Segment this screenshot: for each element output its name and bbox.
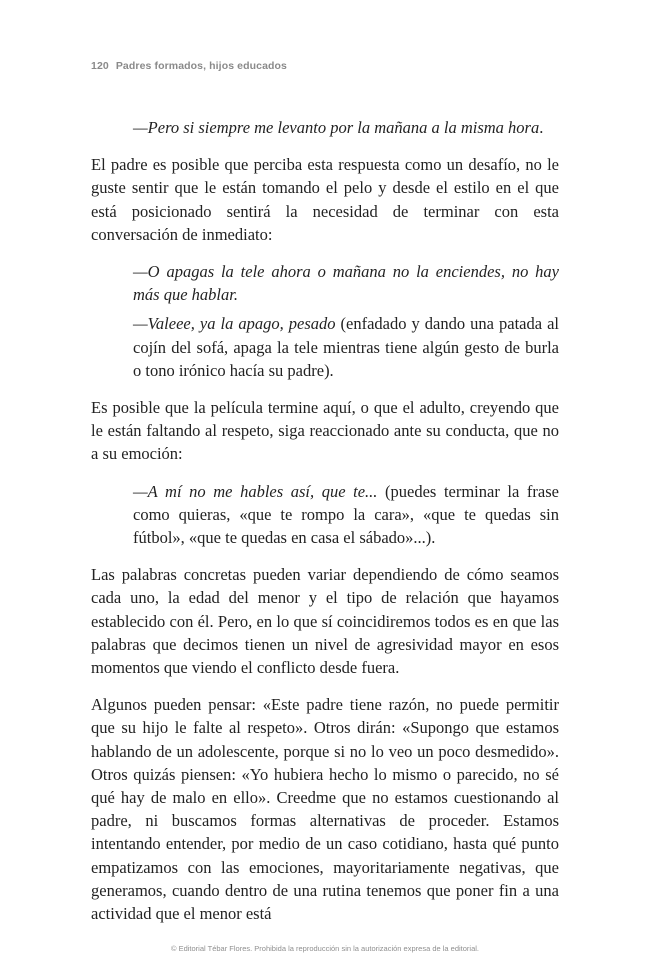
dialogue-italic: —Pero si siempre me levanto por la mañana a la misma hora (133, 118, 540, 137)
dialogue-aside: (puedes terminar la frase como quieras, «que te rompo la cara», «que te quedas sin fútbol», «que te quedas en casa el sábado»...). (133, 481, 559, 548)
dialogue-line (133, 480, 559, 550)
page-number: 120 (91, 60, 109, 72)
page-body (91, 116, 559, 925)
dialogue-italic: —A mí no me hables así, que te... (133, 481, 378, 501)
paragraph: Las palabras concretas pueden variar dependiendo de cómo seamos cada uno, la edad del menor y el tipo de relación que hayamos establecido con él. Pero, en lo que sí coincidiremos todos es en que las palabras que decimos tienen un nivel de agresividad mayor en esos momentos que viendo el conflicto desde fuera. (91, 565, 559, 678)
dialogue-line (91, 116, 559, 139)
paragraph: Algunos pueden pensar: «Este padre tiene razón, no puede permitir que su hijo le falte al respeto». Otros dirán: «Supongo que estamos hablando de un adolescente, porque si no lo veo un poco desmedido». Otros quizás piensen: «Yo hubiera hecho lo mismo o parecido, no sé qué hay de malo en ello». Creedme que no estamos cuestionando al padre, ni buscamos formas alternativas de proceder. Estamos intentando entender, por medio de un caso cotidiano, hasta qué punto empatizamos con las emociones, mayoritariamente negativas, que generamos, cuando dentro de una rutina tenemos que poner fin a una actividad que el menor está (91, 695, 559, 924)
dialogue-aside: (enfadado y dando una patada al cojín del sofá, apaga la tele mientras tiene algún gesto de burla o tono irónico hacía su padre). (133, 314, 559, 380)
dialogue-line (133, 260, 559, 306)
dialogue-line (133, 312, 559, 382)
paragraph: Es posible que la película termine aquí, o que el adulto, creyendo que le están faltando al respeto, siga reaccionado ante su conducta, que no a su emoción: (91, 398, 559, 464)
dialogue-italic: —O apagas la tele ahora o mañana no la enciendes, no hay más que hablar. (133, 262, 559, 305)
paragraph: El padre es posible que perciba esta respuesta como un desafío, no le guste sentir que le están tomando el pelo y desde el estilo en el que está posicionado sentirá la necesidad de terminar con esta conversación de inmediato: (91, 155, 559, 244)
running-head (91, 60, 287, 72)
book-title: Padres formados, hijos educados (115, 60, 287, 72)
dialogue-end: . (539, 118, 544, 137)
copyright-footer: © Editorial Tébar Flores. Prohibida la reproducción sin la autorización expresa de la editorial. (170, 944, 480, 953)
dialogue-italic: —Valeee, ya la apago, pesado (133, 314, 336, 334)
